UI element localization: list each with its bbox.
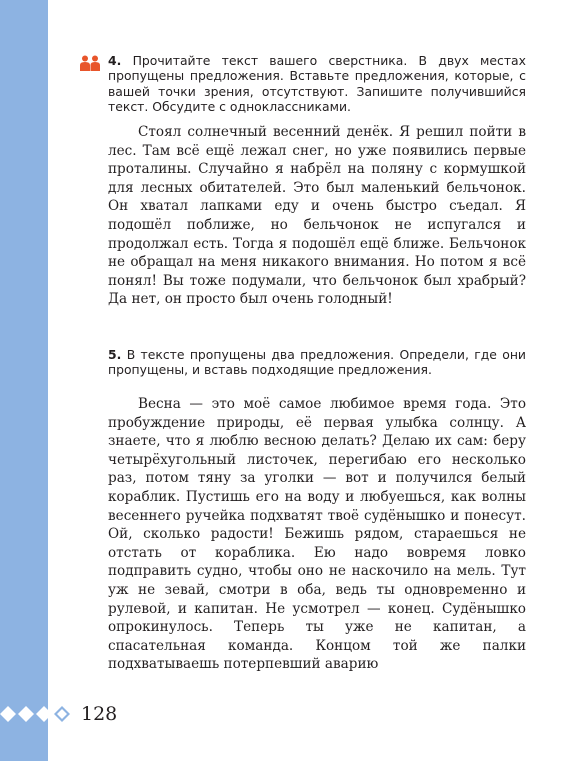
- task-5-story: Весна — это моё самое любимое время года. Это пробуждение природы, её первая улыбка солнцу. А знаете, что я люблю весною делать? Делаю их сам: беру четырёхугольный листочек, перегибаю его несколько раз, потом тяну за уголки — вот и получился белый кораблик. Пустишь его на воду и любуешься, как волны весеннего ручейка подхватят твоё судёнышко и понесут. Ой, сколько радости! Бежишь рядом, стараешься не отстать от кораблика. Ею надо вовремя ловко подправить судно, чтобы оно не наскочило на мель. Тут уж не зевай, смотри в оба, ведь ты одновременно и рулевой, и капитан. Не усмотрел — конец. Судёнышко опрокинулось. Теперь ты уже не капитан, а спасательная команда. Концом той же палки подхватываешь потерпевший аварию: [108, 396, 526, 673]
- pair-work-icon: [79, 55, 101, 72]
- task-4-number: 4.: [108, 53, 122, 68]
- page-number: 128: [81, 703, 118, 725]
- task-4-instruction-text: Прочитайте текст вашего сверстника. В двух местах пропущены предложения. Вставьте предложения, которые, с вашей точки зрения, отсутствуют. Запишите получившийся текст. Обсудите с одноклассниками.: [108, 53, 526, 114]
- task-4-instruction: [108, 53, 526, 114]
- side-band: [0, 0, 48, 761]
- task-5-instruction: [108, 347, 526, 378]
- task-4-story: Стоял солнечный весенний денёк. Я решил пойти в лес. Там всё ещё лежал снег, но уже появились первые проталины. Случайно я набрёл на поляну с кормушкой для лесных обитателей. Это был маленький бельчонок. Он хватал лапками еду и очень быстро съедал. Я подошёл поближе, но бельчонок не испугался и продолжал есть. Тогда я подошёл ещё ближе. Бельчонок не обращал на меня никакого внимания. Но потом я всё понял! Вы тоже подумали, что бельчонок был храбрый? Да нет, он просто был очень голодный!: [108, 124, 526, 308]
- task-5-instruction-text: В тексте пропущены два предложения. Определи, где они пропущены, и вставь подходящие предложения.: [108, 347, 526, 378]
- task-5-number: 5.: [108, 347, 122, 362]
- diamond-ornament-icon: [0, 702, 72, 726]
